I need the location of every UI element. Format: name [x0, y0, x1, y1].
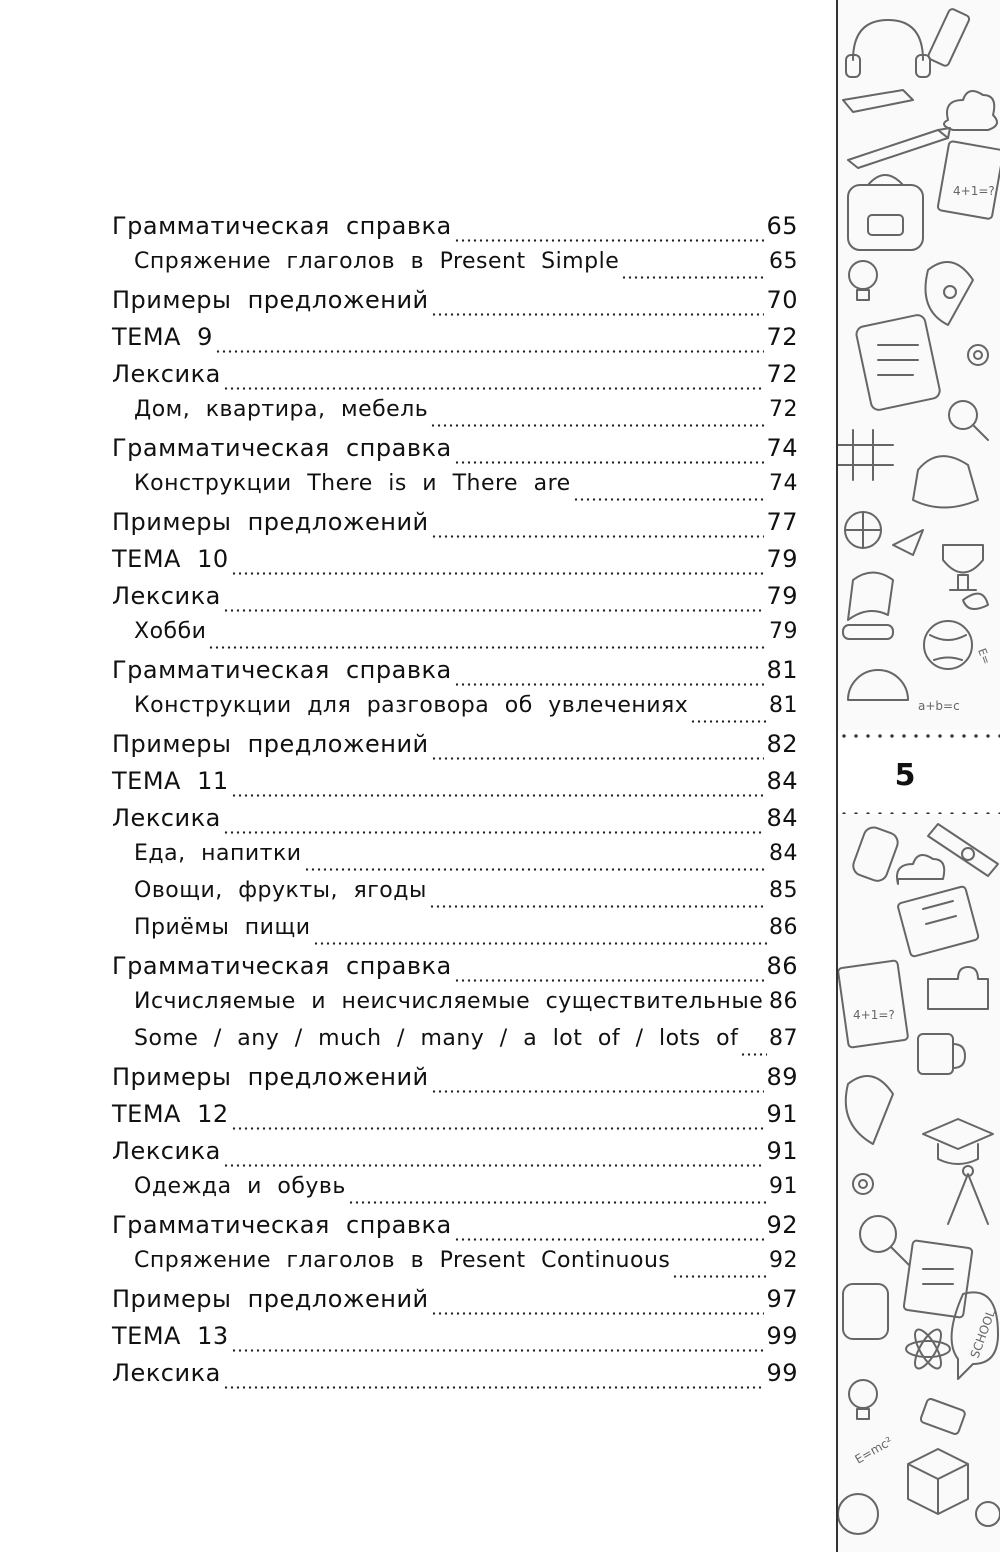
toc-entry	[112, 1174, 798, 1211]
eraser-icon-2	[920, 1398, 966, 1435]
toc-entry	[112, 730, 798, 767]
toc-entry	[112, 952, 798, 989]
table-of-contents	[112, 212, 798, 1396]
puzzle-icon	[928, 967, 988, 1009]
school-doodle-label: SCHOOL	[967, 1307, 999, 1361]
toc-entry-title: ТЕМА 11	[112, 767, 229, 795]
toc-entry	[112, 286, 798, 323]
toc-dot-leader	[454, 461, 765, 464]
toc-dot-leader	[429, 905, 767, 908]
toc-entry-page: 92	[769, 1248, 798, 1273]
toc-entry-page: 87	[769, 1026, 798, 1051]
toc-entry-page: 89	[766, 1063, 798, 1091]
toc-entry-title: Примеры предложений	[112, 730, 429, 758]
clipboard-icon	[855, 314, 941, 412]
toc-dot-leader	[454, 239, 765, 242]
toc-entry-page: 74	[766, 434, 798, 462]
toc-entry-title: Лексика	[112, 804, 221, 832]
toc-entry-page: 81	[766, 656, 798, 684]
toc-entry-title: ТЕМА 13	[112, 1322, 229, 1350]
trophy-icon	[943, 545, 983, 590]
toc-entry	[112, 323, 798, 360]
apple-icon	[976, 1502, 1000, 1526]
toc-entry-title: Some / any / much / many / a lot of / lots of	[134, 1026, 739, 1051]
paper-plane-icon	[893, 530, 923, 555]
toc-dot-leader	[313, 942, 767, 945]
toc-dot-leader	[215, 350, 765, 353]
toc-entry	[112, 767, 798, 804]
cube-icon	[908, 1449, 968, 1514]
dotted-divider-top	[838, 734, 1000, 738]
toc-entry	[112, 841, 798, 878]
toc-entry-title: Еда, напитки	[134, 841, 302, 866]
toc-entry-title: Лексика	[112, 582, 221, 610]
toc-entry-title: ТЕМА 10	[112, 545, 229, 573]
rocket-icon	[926, 262, 974, 325]
toc-entry	[112, 1322, 798, 1359]
toc-entry-title: Лексика	[112, 1137, 221, 1165]
math-doodle-label: 4+1=?	[953, 184, 995, 198]
book-icon	[897, 886, 979, 957]
toc-dot-leader	[454, 979, 765, 982]
toc-entry-page: 86	[769, 989, 798, 1014]
toc-entry	[112, 619, 798, 656]
toc-entry	[112, 1100, 798, 1137]
scroll-icon	[848, 573, 893, 621]
protractor-icon	[848, 670, 908, 700]
toc-entry	[112, 1248, 798, 1285]
toc-entry-page: 79	[766, 582, 798, 610]
at-sign-icon	[968, 345, 988, 365]
magnifier-icon	[949, 401, 988, 440]
toc-entry-page: 97	[766, 1285, 798, 1313]
diploma-icon	[928, 824, 998, 876]
toc-entry-page: 65	[766, 212, 798, 240]
chalk-icon	[843, 625, 893, 639]
toc-dot-leader	[431, 313, 765, 316]
toc-dot-leader	[431, 1312, 765, 1315]
toc-dot-leader	[621, 276, 767, 279]
toc-entry	[112, 212, 798, 249]
toc-dot-leader	[573, 498, 767, 501]
globe-icon	[924, 621, 972, 669]
toc-entry	[112, 508, 798, 545]
toc-entry-page: 84	[766, 767, 798, 795]
toc-entry-title: Грамматическая справка	[112, 212, 452, 240]
toc-dot-leader	[231, 1127, 765, 1130]
toc-entry	[112, 989, 798, 1026]
toc-entry-page: 65	[769, 249, 798, 274]
toc-entry	[112, 878, 798, 915]
chalkboard-icon	[937, 141, 1000, 219]
formula-doodle-label: a+b=c	[918, 699, 960, 713]
toc-dot-leader	[765, 1016, 767, 1019]
bag-icon	[913, 456, 978, 507]
cloud-icon	[897, 855, 944, 884]
toc-entry	[112, 804, 798, 841]
toc-entry-page: 82	[766, 730, 798, 758]
lightbulb-icon	[849, 1380, 877, 1419]
pencil-icon	[848, 128, 950, 168]
toc-entry	[112, 1285, 798, 1322]
toc-dot-leader	[431, 535, 765, 538]
toc-entry-page: 85	[769, 878, 798, 903]
toc-entry-page: 72	[766, 360, 798, 388]
toc-dot-leader	[223, 831, 765, 834]
tic-tac-toe-icon	[838, 430, 893, 480]
toc-dot-leader	[231, 794, 765, 797]
toc-dot-leader	[431, 1090, 765, 1093]
toc-dot-leader	[690, 720, 767, 723]
toc-entry-page: 81	[769, 693, 798, 718]
toc-entry-title: Примеры предложений	[112, 508, 429, 536]
backpack-icon	[848, 175, 923, 250]
toc-dot-leader	[223, 1164, 765, 1167]
toc-entry-page: 79	[766, 545, 798, 573]
toc-entry-title: Исчисляемые и неисчисляемые существительные	[134, 989, 764, 1014]
doodle-panel-top	[838, 0, 1000, 730]
toc-entry	[112, 582, 798, 619]
headphones-icon	[846, 20, 930, 77]
backpack-icon	[843, 1284, 888, 1339]
toc-entry-page: 99	[766, 1322, 798, 1350]
toc-entry	[112, 545, 798, 582]
toc-entry-page: 72	[769, 397, 798, 422]
leaf-icon	[963, 594, 988, 609]
toc-entry-page: 86	[769, 915, 798, 940]
svg-text:4+1=?: 4+1=?	[853, 1008, 895, 1022]
toc-entry-title: Хобби	[134, 619, 207, 644]
toc-entry	[112, 1137, 798, 1174]
glue-stick-icon	[927, 8, 970, 67]
toc-entry-title: Конструкции для разговора об увлечениях	[134, 693, 689, 718]
toc-entry-page: 91	[766, 1137, 798, 1165]
toc-entry-page: 79	[769, 619, 798, 644]
energy-doodle-label: E=	[975, 646, 993, 667]
toc-entry	[112, 1063, 798, 1100]
lightbulb-icon	[849, 261, 877, 300]
toc-entry-title: Лексика	[112, 360, 221, 388]
rocket-icon	[846, 1076, 893, 1144]
toc-entry	[112, 915, 798, 952]
toc-entry-page: 84	[766, 804, 798, 832]
crayon-icon	[843, 90, 913, 112]
mug-icon	[918, 1034, 965, 1074]
globe-icon	[838, 1494, 878, 1534]
toc-entry-title: Примеры предложений	[112, 1285, 429, 1313]
toc-entry-title: Лексика	[112, 1359, 221, 1387]
basketball-icon	[845, 512, 881, 548]
toc-entry-page: 74	[769, 471, 798, 496]
toc-entry-title: Одежда и обувь	[134, 1174, 346, 1199]
toc-entry	[112, 1026, 798, 1063]
at-sign-icon	[853, 1174, 873, 1194]
compass-icon	[948, 1166, 988, 1224]
toc-dot-leader	[223, 609, 765, 612]
toc-entry	[112, 1211, 798, 1248]
toc-dot-leader	[223, 387, 765, 390]
toc-dot-leader	[223, 1386, 765, 1389]
page-number: 5	[894, 758, 916, 793]
toc-dot-leader	[454, 683, 765, 686]
toc-entry-title: Грамматическая справка	[112, 656, 452, 684]
toc-entry-title: ТЕМА 9	[112, 323, 213, 351]
toc-entry-title: Грамматическая справка	[112, 434, 452, 462]
toc-entry-title: Спряжение глаголов в Present Continuous	[134, 1248, 671, 1273]
toc-entry-title: Дом, квартира, мебель	[134, 397, 429, 422]
speech-bubble-icon	[952, 1292, 999, 1379]
toc-entry	[112, 434, 798, 471]
toc-dot-leader	[431, 757, 765, 760]
toc-entry-page: 84	[769, 841, 798, 866]
cloud-icon	[944, 91, 997, 130]
toc-dot-leader	[304, 868, 767, 871]
atom-icon	[906, 1326, 950, 1372]
toc-entry-page: 99	[766, 1359, 798, 1387]
toc-dot-leader	[454, 1238, 765, 1241]
toc-entry-title: Грамматическая справка	[112, 1211, 452, 1239]
toc-entry-page: 91	[769, 1174, 798, 1199]
toc-entry-page: 92	[766, 1211, 798, 1239]
toc-entry	[112, 360, 798, 397]
toc-entry-page: 86	[766, 952, 798, 980]
eraser-icon	[850, 825, 900, 884]
toc-entry	[112, 1359, 798, 1396]
chalkboard-icon	[838, 960, 908, 1048]
notebook-icon	[903, 1240, 972, 1318]
toc-entry-title: Грамматическая справка	[112, 952, 452, 980]
toc-dot-leader	[740, 1053, 767, 1056]
toc-entry-page: 91	[766, 1100, 798, 1128]
graduation-cap-icon	[923, 1119, 993, 1164]
toc-dot-leader	[348, 1201, 767, 1204]
toc-entry	[112, 693, 798, 730]
toc-dot-leader	[208, 646, 767, 649]
toc-entry-title: Примеры предложений	[112, 286, 429, 314]
toc-entry	[112, 397, 798, 434]
toc-entry-title: Приёмы пищи	[134, 915, 311, 940]
toc-entry	[112, 249, 798, 286]
formula-doodle-label-2: E=mc²	[852, 1434, 895, 1467]
toc-entry-page: 70	[766, 286, 798, 314]
toc-entry-page: 72	[766, 323, 798, 351]
toc-entry-title: Овощи, фрукты, ягоды	[134, 878, 427, 903]
toc-entry	[112, 471, 798, 508]
decorative-sidebar	[836, 0, 1000, 1552]
toc-entry-title: Примеры предложений	[112, 1063, 429, 1091]
magnifier-icon	[860, 1216, 909, 1265]
toc-entry-title: ТЕМА 12	[112, 1100, 229, 1128]
toc-dot-leader	[672, 1275, 767, 1278]
toc-entry-page: 77	[766, 508, 798, 536]
toc-entry-title: Спряжение глаголов в Present Simple	[134, 249, 620, 274]
toc-dot-leader	[231, 572, 765, 575]
toc-dot-leader	[231, 1349, 765, 1352]
toc-entry	[112, 656, 798, 693]
toc-entry-title: Конструкции There is и There are	[134, 471, 571, 496]
doodle-panel-bottom	[838, 814, 1000, 1552]
toc-dot-leader	[430, 424, 767, 427]
